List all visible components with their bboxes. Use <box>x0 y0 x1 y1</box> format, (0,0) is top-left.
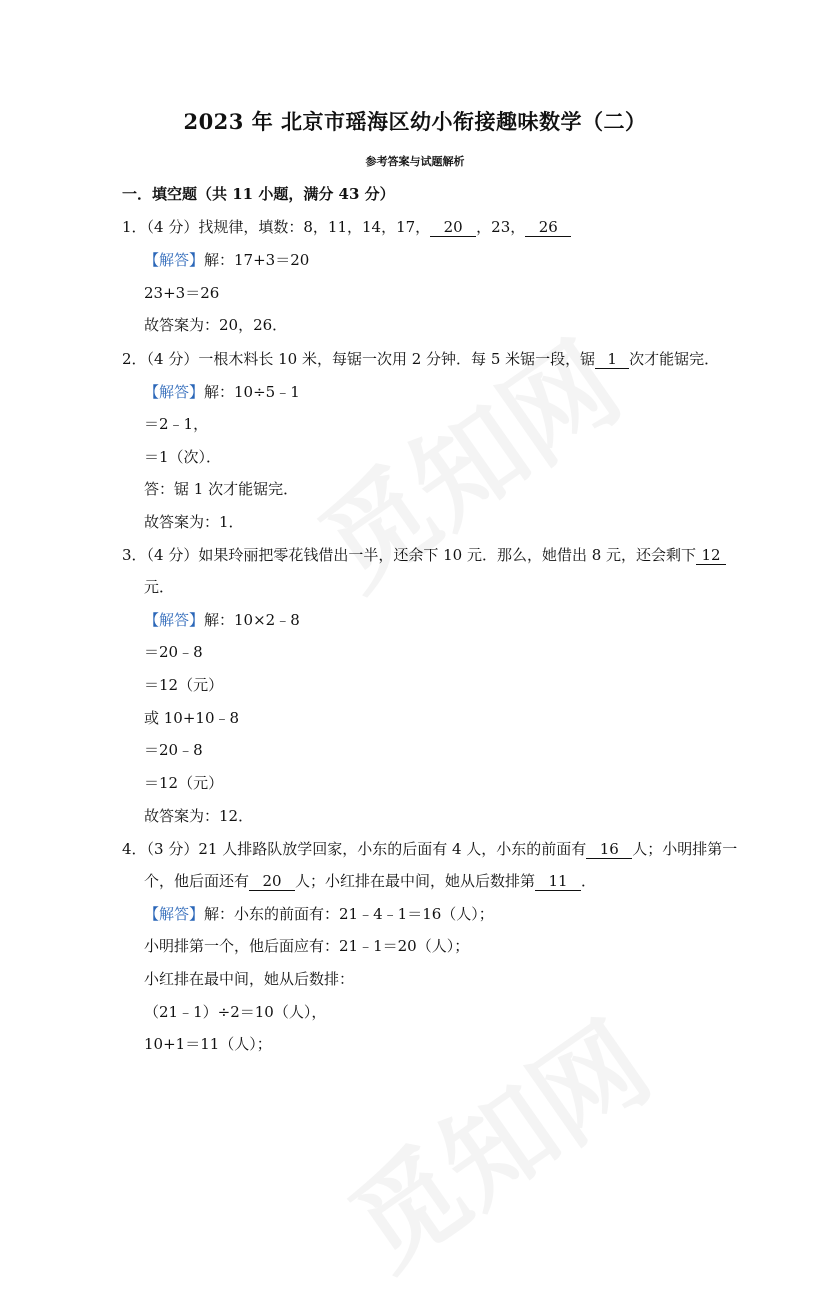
solution-line: 小明排第一个，他后面应有：21﹣1＝20（人）； <box>144 937 470 955</box>
page-subtitle: 参考答案与试题解析 <box>365 155 465 168</box>
question-4-continued: 个，他后面还有 20 人；小红排在最中间，她从后数排第 11 ． <box>144 872 597 890</box>
solution-line: 【解答】解：17+3＝20 <box>144 251 310 269</box>
solution-line: ＝1（次）． <box>144 448 222 466</box>
section-heading: 一．填空题（共 11 小题，满分 43 分） <box>122 185 395 203</box>
solution-line: 【解答】解：10÷5﹣1 <box>144 383 300 401</box>
answer-tag: 【解答】 <box>144 251 205 269</box>
watermark-bottom <box>315 980 676 1298</box>
solution-line: 【解答】解：小东的前面有：21﹣4﹣1＝16（人）； <box>144 905 494 923</box>
solution-line: ＝2﹣1， <box>144 415 209 433</box>
answer-blank: 1 <box>595 350 629 369</box>
solution-line: ＝20﹣8 <box>144 643 203 661</box>
answer-tag: 【解答】 <box>144 383 205 401</box>
solution-line: ＝12（元） <box>144 774 224 792</box>
question-2: 2．（4 分）一根木料长 10 米，每锯一次用 2 分钟．每 5 米锯一段，锯 1 次才能锯完． <box>122 350 720 368</box>
question-3: 3．（4 分）如果玲丽把零花钱借出一半，还余下 10 元．那么，她借出 8 元，还会剩下 12 <box>122 544 726 565</box>
answer-blank: 11 <box>535 872 581 891</box>
answer-blank: 20 <box>430 218 476 237</box>
solution-line: 故答案为：20，26． <box>144 316 288 334</box>
solution-line: 小红排在最中间，她从后数排： <box>144 970 355 988</box>
answer-blank: 26 <box>525 218 571 237</box>
question-1: 1．（4 分）找规律，填数：8，11，14，17， 20 ，23， 26 <box>122 216 571 237</box>
answer-blank: 16 <box>586 840 632 859</box>
answer-tag: 【解答】 <box>144 905 205 923</box>
solution-line: 【解答】解：10×2﹣8 <box>144 611 300 629</box>
solution-line: 故答案为：1． <box>144 513 244 531</box>
solution-line: ＝20﹣8 <box>144 741 203 759</box>
solution-line: 10+1＝11（人）； <box>144 1035 272 1053</box>
solution-line: 或 10+10﹣8 <box>144 709 240 727</box>
answer-blank: 20 <box>249 872 295 891</box>
answer-tag: 【解答】 <box>144 611 205 629</box>
solution-line: 23+3＝26 <box>144 284 220 302</box>
question-4: 4．（3 分）21 人排路队放学回家，小东的后面有 4 人，小东的前面有 16 人；小明排第一 <box>122 840 738 858</box>
solution-line: （21﹣1）÷2＝10（人）， <box>144 1003 327 1021</box>
question-3-continued: 元． <box>144 578 175 596</box>
solution-line: 故答案为：12． <box>144 807 254 825</box>
answer-blank: 12 <box>696 546 726 565</box>
solution-line: ＝12（元） <box>144 676 224 694</box>
solution-line: 答：锯 1 次才能锯完． <box>144 480 299 498</box>
page-title: 2023 年 北京市瑶海区幼小衔接趣味数学（二） <box>183 109 647 134</box>
